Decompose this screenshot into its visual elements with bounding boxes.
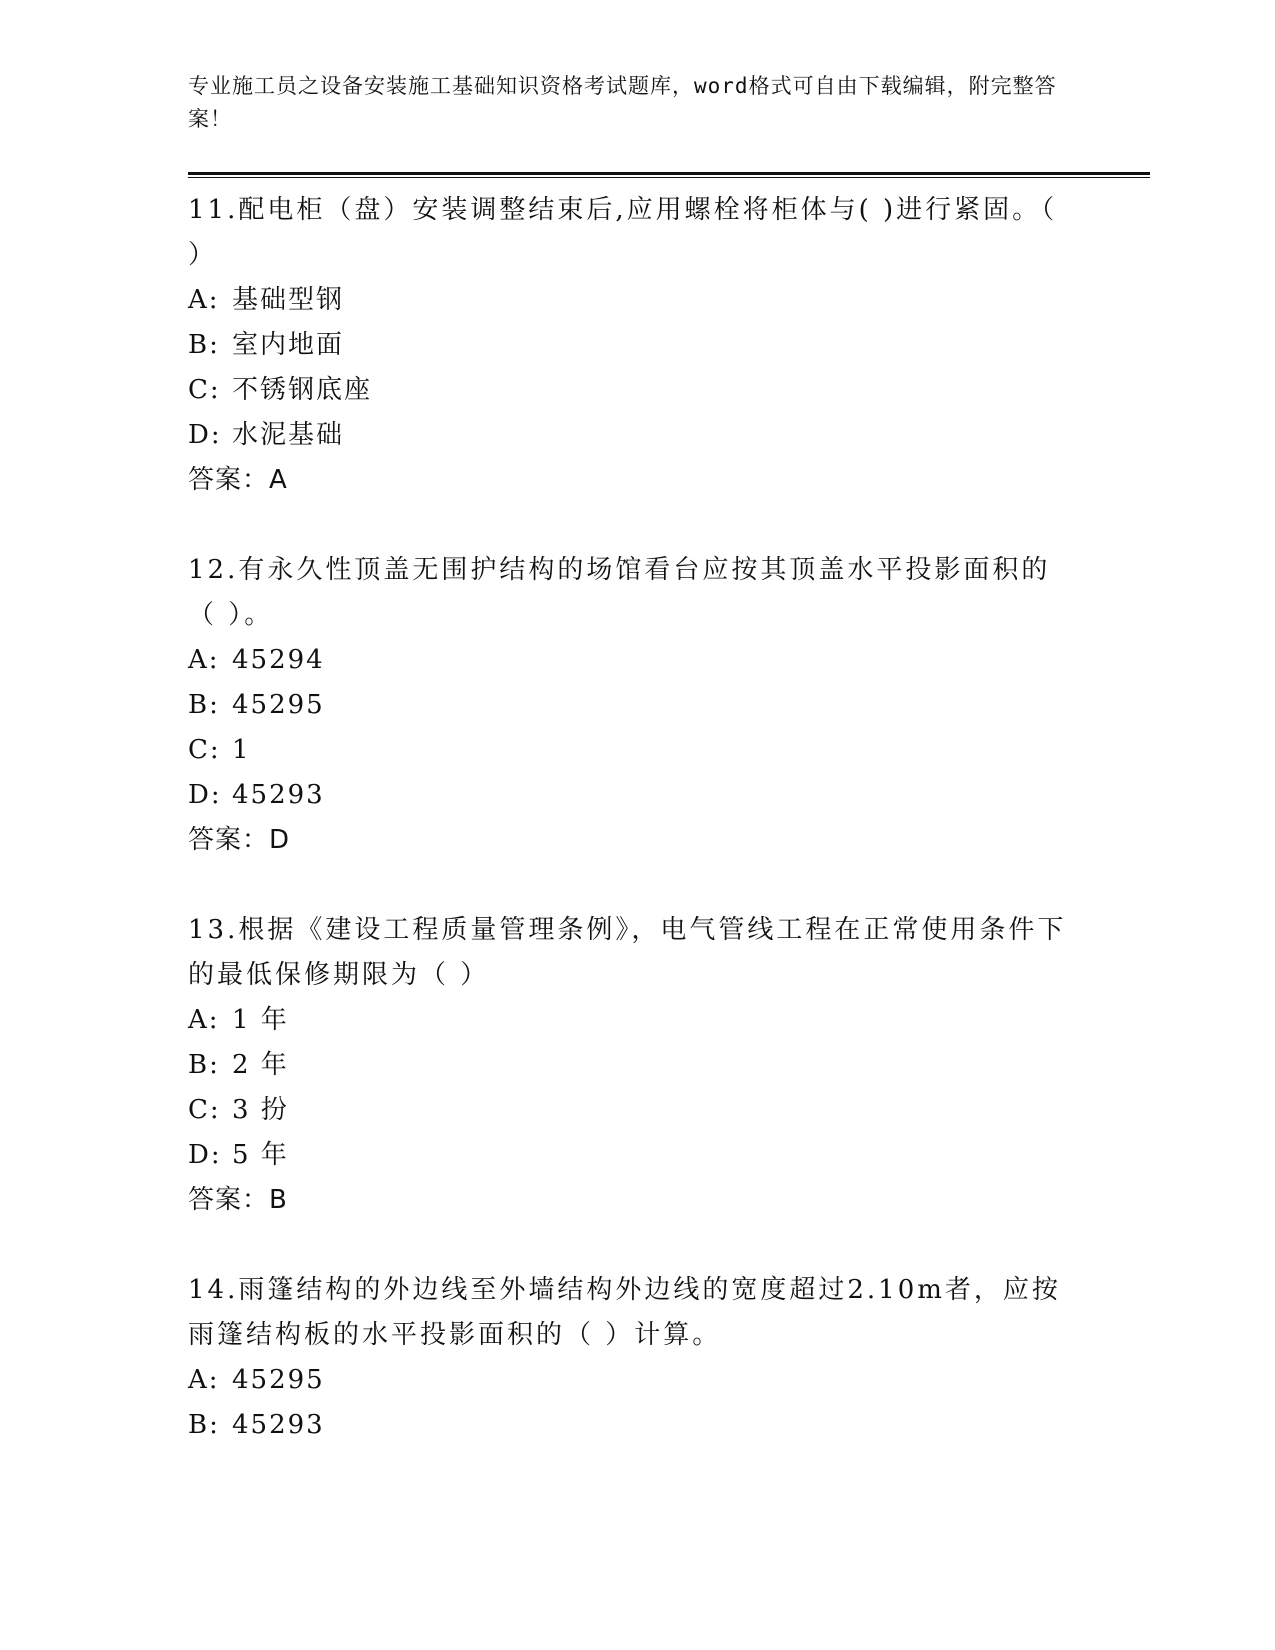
option-b (188, 1043, 1148, 1088)
question-14 (188, 1268, 1148, 1448)
document-page (188, 70, 1148, 1493)
option-a (188, 998, 1148, 1043)
option-key: D: (188, 420, 222, 450)
option-text: 基础型钢 (232, 285, 345, 315)
option-text: 2 年 (232, 1050, 289, 1080)
option-c (188, 1088, 1148, 1133)
question-stem: 12.有永久性顶盖无围护结构的场馆看台应按其顶盖水平投影面积的（ ）。 (188, 555, 1051, 630)
option-a (188, 638, 1148, 683)
option-key: C: (188, 1095, 221, 1125)
option-key: B: (188, 1050, 220, 1080)
header-divider (188, 172, 1150, 178)
option-text: 室内地面 (232, 330, 345, 360)
option-text: 45293 (232, 780, 325, 810)
answer-label: 答案：A (188, 465, 288, 495)
question-11 (188, 188, 1148, 503)
option-text: 3 扮 (232, 1095, 289, 1125)
answer-label: 答案：B (188, 1185, 288, 1215)
option-text: 1 年 (232, 1005, 289, 1035)
option-d (188, 773, 1148, 818)
option-key: A: (188, 285, 220, 315)
option-a (188, 1358, 1148, 1403)
question-list (188, 188, 1148, 1448)
option-key: C: (188, 375, 221, 405)
option-text: 不锈钢底座 (232, 375, 373, 405)
option-key: D: (188, 780, 222, 810)
option-d (188, 1133, 1148, 1178)
question-stem: 14.雨篷结构的外边线至外墙结构外边线的宽度超过2.10m者，应按雨篷结构板的水平投影面积的（ ）计算。 (188, 1275, 1061, 1350)
question-stem: 11.配电柜（盘）安装调整结束后,应用螺栓将柜体与( )进行紧固。（ ） (188, 195, 1058, 270)
question-13 (188, 908, 1148, 1223)
option-text: 45293 (232, 1410, 325, 1440)
option-a (188, 278, 1148, 323)
answer-label: 答案：D (188, 825, 291, 855)
option-text: 45294 (232, 645, 325, 675)
option-text: 5 年 (232, 1140, 289, 1170)
option-key: B: (188, 1410, 220, 1440)
option-c (188, 368, 1148, 413)
question-stem: 13.根据《建设工程质量管理条例》，电气管线工程在正常使用条件下的最低保修期限为（ ） (188, 915, 1067, 990)
option-text: 1 (232, 735, 251, 765)
option-text: 45295 (232, 690, 325, 720)
option-c (188, 728, 1148, 773)
document-header: 专业施工员之设备安装施工基础知识资格考试题库，word格式可自由下载编辑，附完整答案！ (188, 74, 1057, 131)
option-b (188, 1403, 1148, 1448)
option-text: 水泥基础 (232, 420, 345, 450)
option-key: B: (188, 330, 220, 360)
option-key: B: (188, 690, 220, 720)
option-key: A: (188, 1365, 220, 1395)
question-12 (188, 548, 1148, 863)
option-key: A: (188, 645, 220, 675)
option-key: C: (188, 735, 221, 765)
option-b (188, 683, 1148, 728)
option-key: A: (188, 1005, 220, 1035)
option-key: D: (188, 1140, 222, 1170)
option-b (188, 323, 1148, 368)
option-text: 45295 (232, 1365, 325, 1395)
option-d (188, 413, 1148, 458)
